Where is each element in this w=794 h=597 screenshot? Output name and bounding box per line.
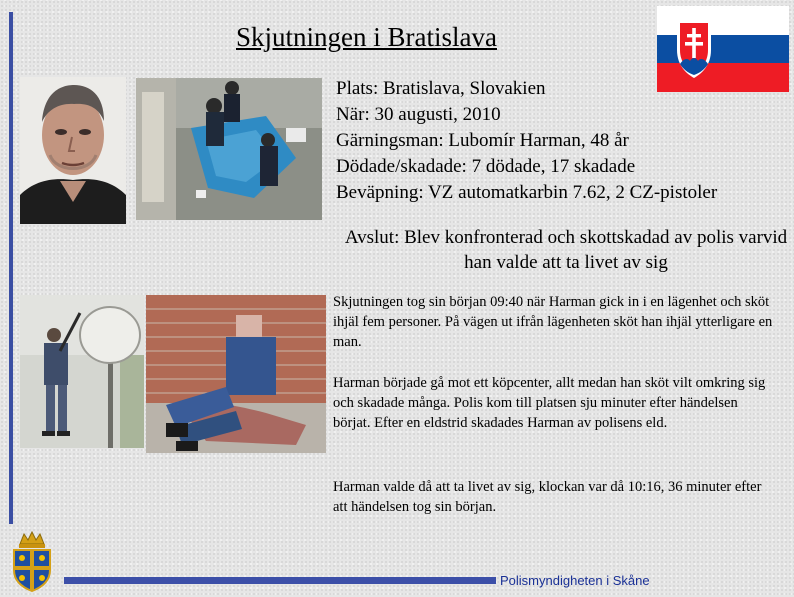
fact-location: Plats: Bratislava, Slovakien <box>336 78 546 99</box>
crime-scene-body-bag-photo <box>136 78 322 220</box>
fact-casualties: Dödade/skadade: 7 dödade, 17 skadade <box>336 156 636 177</box>
footer-bar <box>64 577 496 584</box>
footer-organization: Polismyndigheten i Skåne <box>500 573 650 588</box>
facts-list <box>336 76 717 206</box>
left-accent-bar <box>9 12 13 524</box>
perpetrator-portrait-photo <box>20 77 126 224</box>
paragraph-shootout: Harman började gå mot ett köpcenter, allt medan han sköt vilt omkring sig och skadade många. Polis kom till platsen sju minuter efter händelsen börjat. Efter en eldstrid skadades Harman av polisens eld. <box>333 375 766 431</box>
fact-ending: Avslut: Blev konfronterad och skottskadad av polis varvid han valde att ta livet av sig <box>344 227 788 273</box>
fact-date: När: 30 augusti, 2010 <box>336 104 501 125</box>
wounded-gunman-photo <box>146 295 326 453</box>
police-crest-icon <box>8 530 56 592</box>
fact-weapons: Beväpning: VZ automatkarbin 7.62, 2 CZ-pistoler <box>336 182 718 203</box>
paragraph-start: Skjutningen tog sin början 09:40 när Harman gick in i en lägenhet och sköt ihjäl fem personer. På vägen ut ifrån lägenheten sköt han ihjäl ytterligare en man. <box>333 294 773 350</box>
gunman-street-photo <box>20 295 144 448</box>
paragraph-suicide: Harman valde då att ta livet av sig, klockan var då 10:16, 36 minuter efter att händelsen tog sin början. <box>333 479 762 515</box>
page-title: Skjutningen i Bratislava <box>236 22 497 52</box>
fact-perpetrator: Gärningsman: Lubomír Harman, 48 år <box>336 130 629 151</box>
